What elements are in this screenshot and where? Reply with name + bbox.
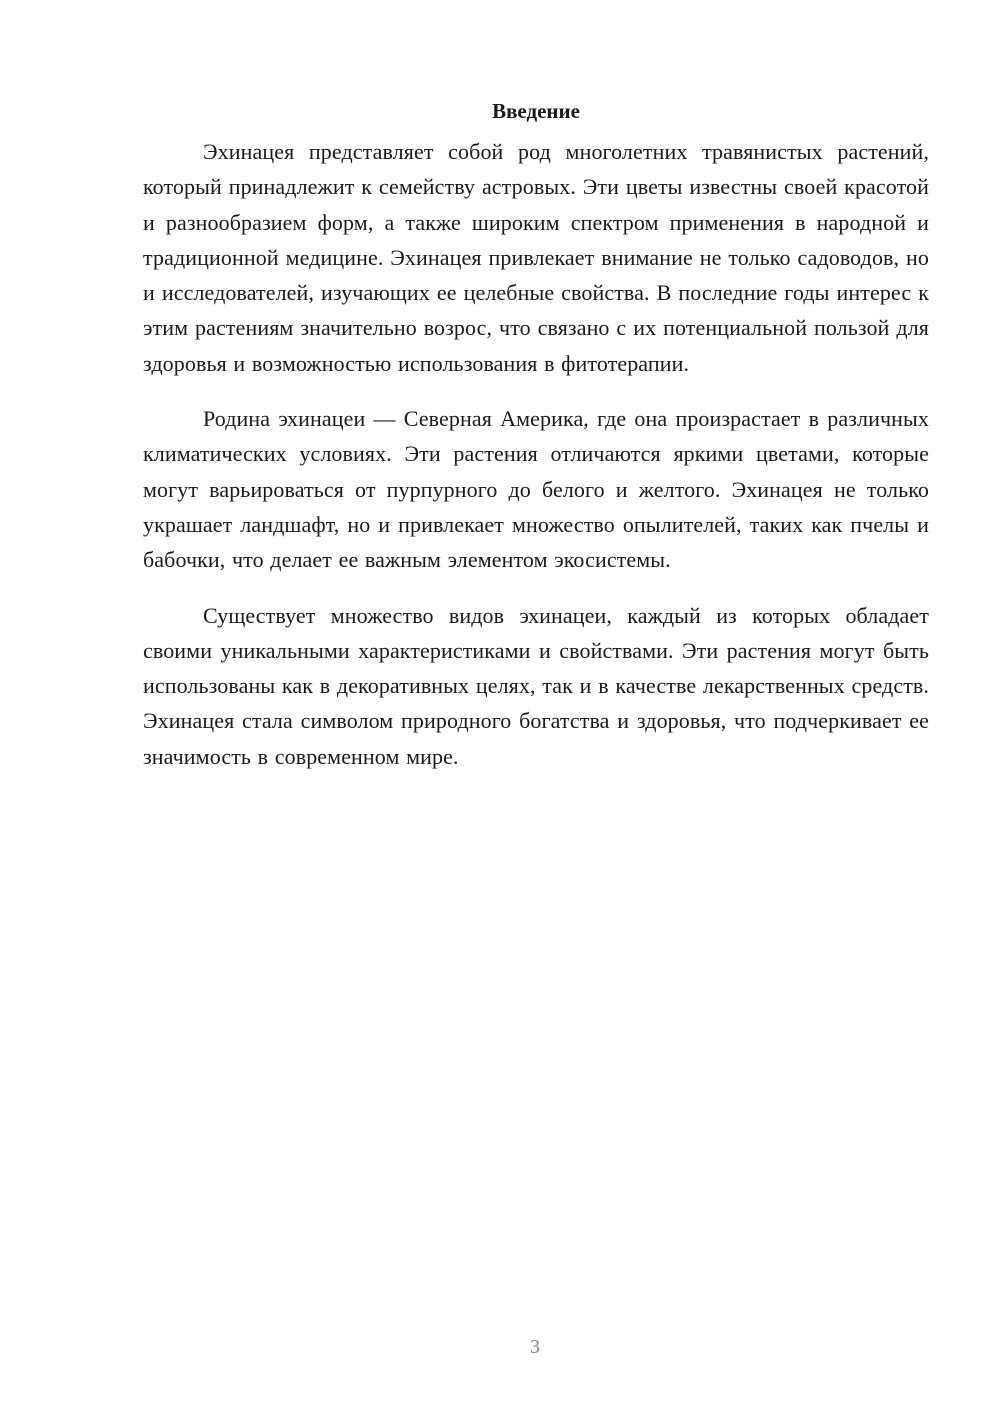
paragraph-2: Родина эхинацеи — Северная Америка, где она произрастает в различных климатических условиях. Эти растения отличаются яркими цветами, которые могут варьироваться от пурпурного до белого и желтого. Эхинацея не только украшает ландшафт, но и привлекает множество опылителей, таких как пчелы и бабочки, что делает ее важным элементом экосистемы. — [143, 406, 929, 573]
paragraph-3: Существует множество видов эхинацеи, каждый из которых обладает своими уникальными характеристиками и свойствами. Эти растения могут быть использованы как в декоративных целях, так и в качестве лекарственных средств. Эхинацея стала символом природного богатства и здоровья, что подчеркивает ее значимость в современном мире. — [143, 602, 929, 769]
paragraph-1: Эхинацея представляет собой род многолетних травянистых растений, который принадлежит к семейству астровых. Эти цветы известны своей красотой и разнообразием форм, а также широким спектром применения в народной и традиционной медицине. Эхинацея привлекает внимание не только садоводов, но и исследователей, изучающих ее целебные свойства. В последние годы интерес к этим растениям значительно возрос, что связано с их потенциальной пользой для здоровья и возможностью использования в фитотерапии. — [143, 139, 929, 376]
page-number: 3 — [530, 1336, 540, 1358]
section-heading: Введение — [492, 99, 580, 123]
page-content — [143, 94, 929, 794]
